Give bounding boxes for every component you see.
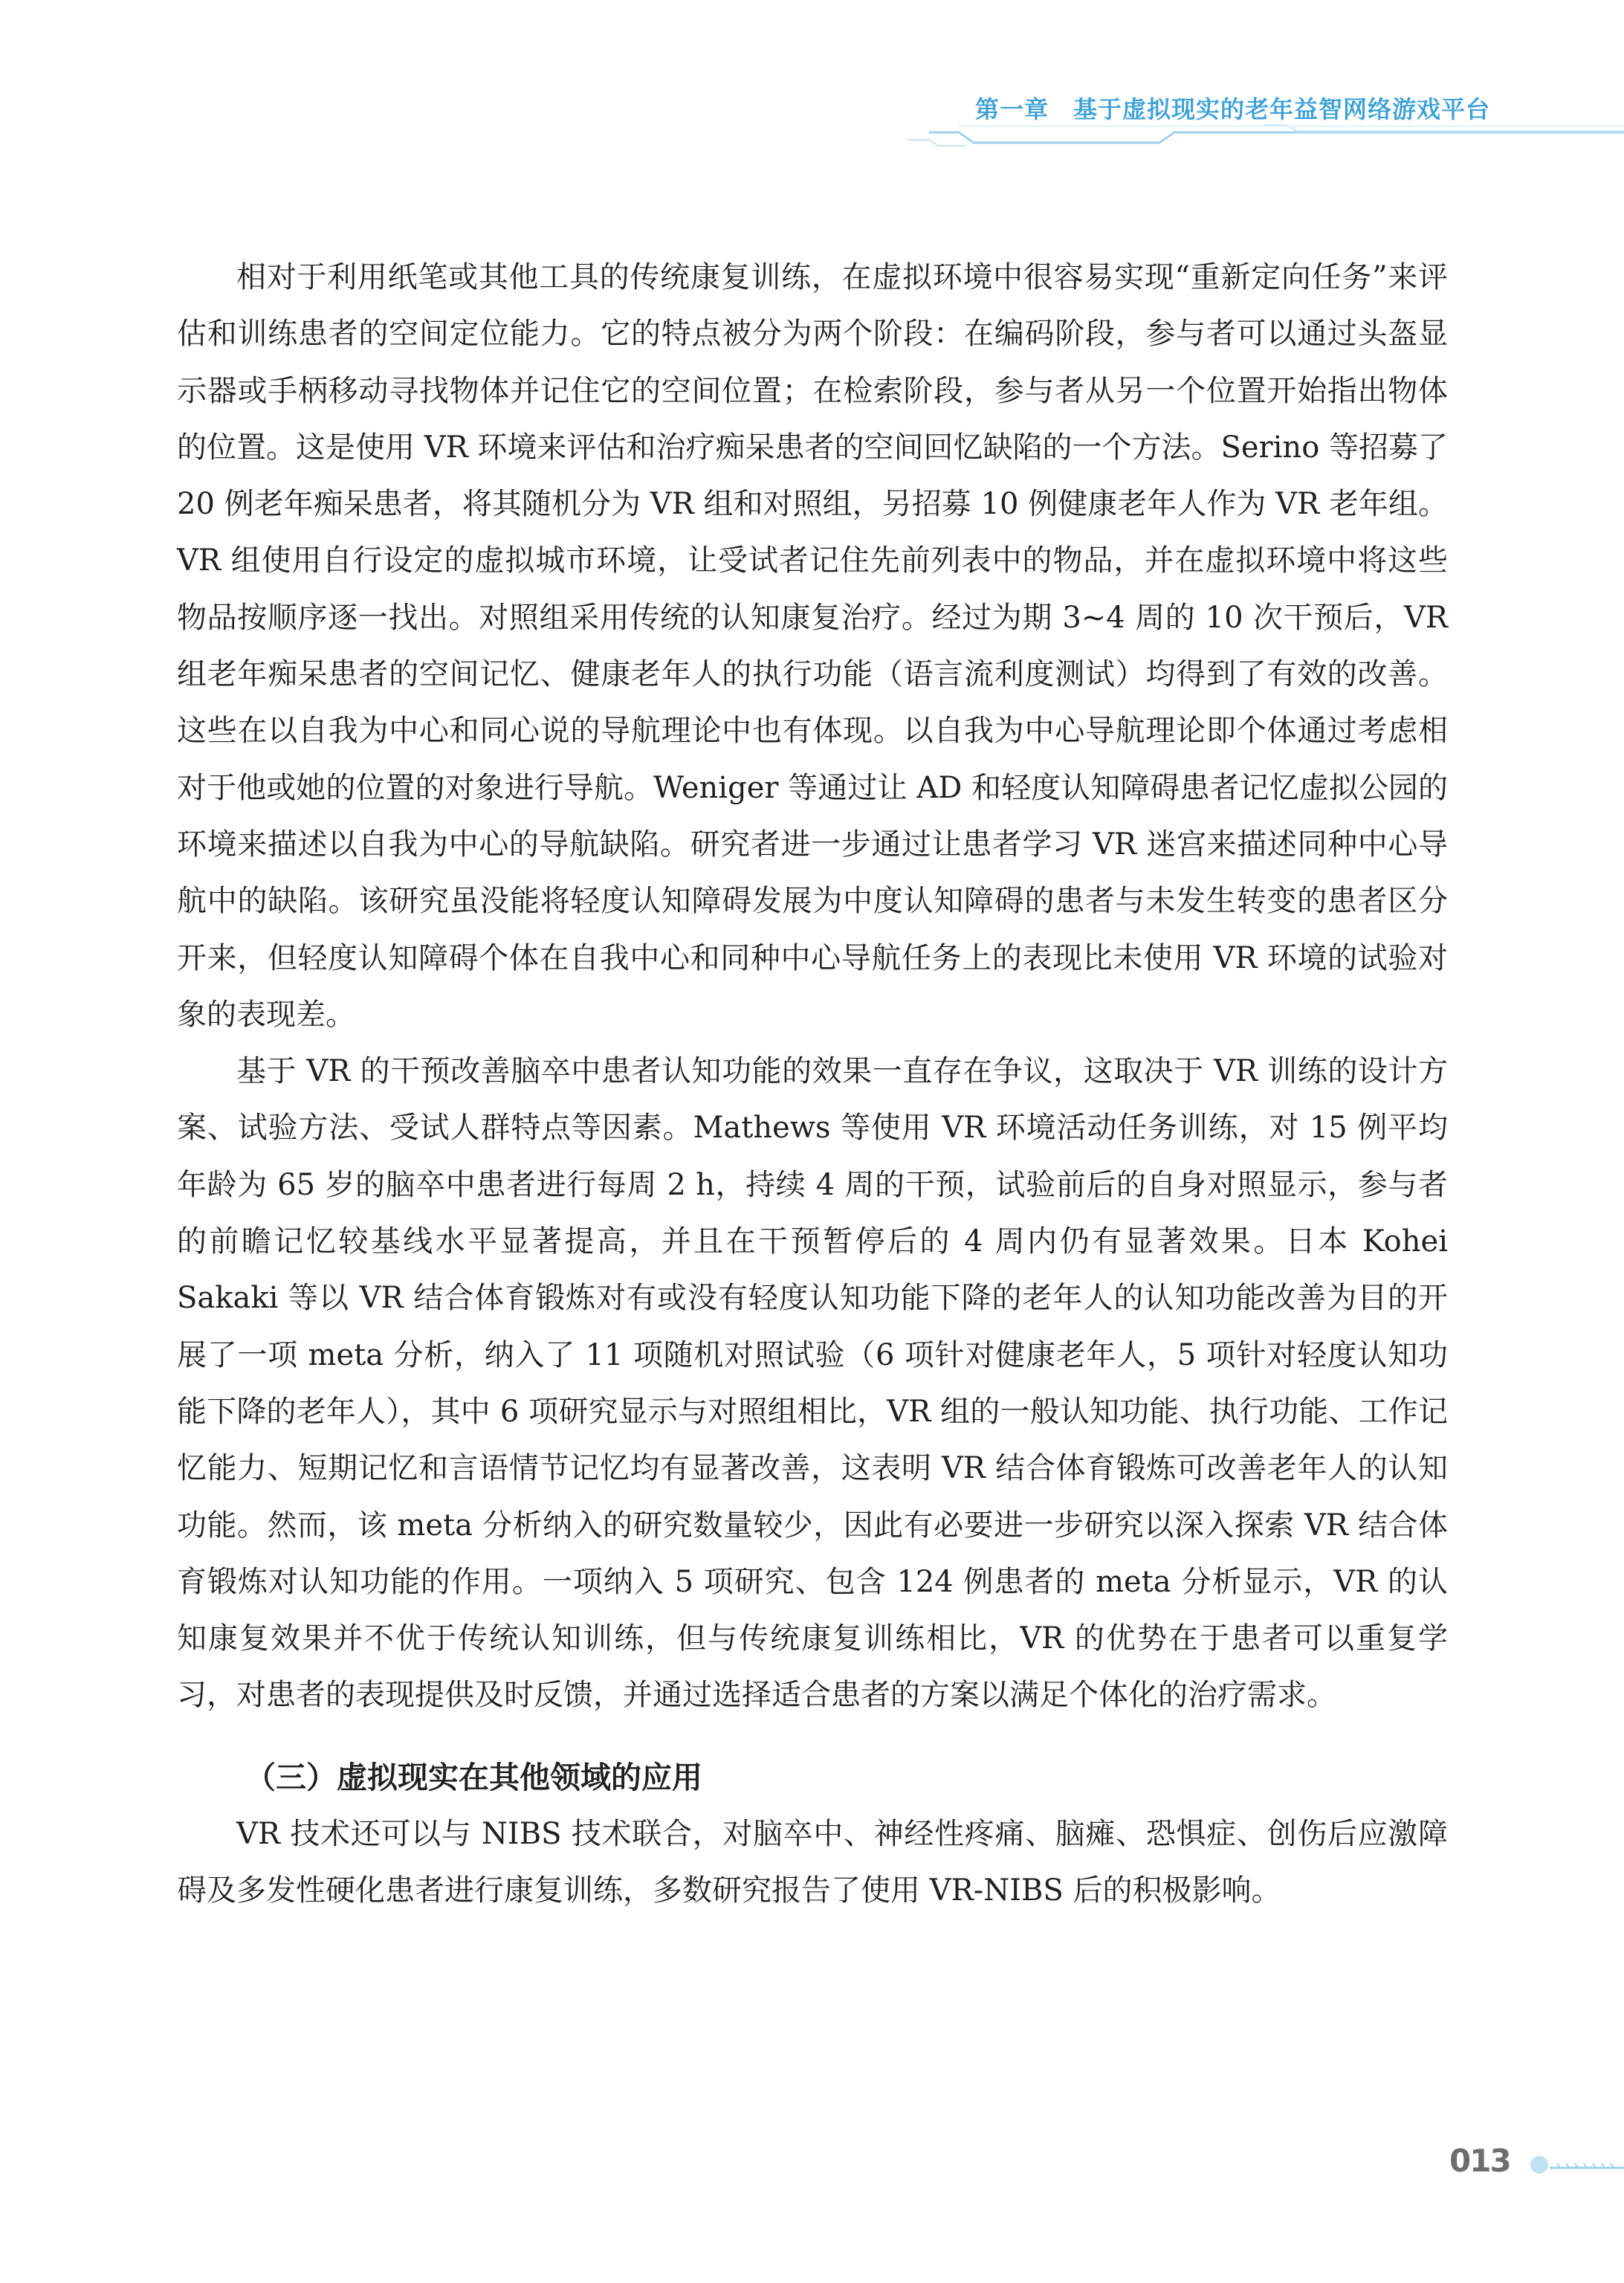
section-heading: （三）虚拟现实在其他领域的应用: [245, 1759, 702, 1795]
page-body: [177, 249, 1448, 1919]
page-number-decoration: [1527, 2150, 1624, 2180]
header-decoration: [0, 0, 1624, 164]
chapter-title: 第一章 基于虚拟现实的老年益智网络游戏平台: [974, 95, 1490, 123]
paragraph-3: VR 技术还可以与 NIBS 技术联合，对脑卒中、神经性疼痛、脑瘫、恐惧症、创伤后应激障碍及多发性硬化患者进行康复训练，多数研究报告了使用 VR-NIBS 后的积极影响。: [177, 1817, 1448, 1908]
page-number: 013: [1449, 2142, 1510, 2179]
paragraph-1: 相对于利用纸笔或其他工具的传统康复训练，在虚拟环境中很容易实现“重新定向任务”来评估和训练患者的空间定位能力。它的特点被分为两个阶段：在编码阶段，参与者可以通过头盔显示器或手柄移动寻找物体并记住它的空间位置；在检索阶段，参与者从另一个位置开始指出物体的位置。这是使用 VR 环境来评估和治疗痴呆患者的空间回忆缺陷的一个方法。Serino 等招募了 20 例老年痴呆患者，将其随机分为 VR 组和对照组，另招募 10 例健康老年人作为 VR 老年组。VR 组使用自行设定的虚拟城市环境，让受试者记住先前列表中的物品，并在虚拟环境中将这些物品按顺序逐一找出。对照组采用传统的认知康复治疗。经过为期 3~4 周的 10 次干预后，VR 组老年痴呆患者的空间记忆、健康老年人的执行功能（语言流利度测试）均得到了有效的改善。这些在以自我为中心和同心说的导航理论中也有体现。以自我为中心导航理论即个体通过考虑相对于他或她的位置的对象进行导航。Weniger 等通过让 AD 和轻度认知障碍患者记忆虚拟公园的环境来描述以自我为中心的导航缺陷。研究者进一步通过让患者学习 VR 迷宫来描述同种中心导航中的缺陷。该研究虽没能将轻度认知障碍发展为中度认知障碍的患者与未发生转变的患者区分开来，但轻度认知障碍个体在自我中心和同种中心导航任务上的表现比未使用 VR 环境的试验对象的表现差。: [177, 260, 1448, 1032]
paragraph-2: 基于 VR 的干预改善脑卒中患者认知功能的效果一直存在争议，这取决于 VR 训练的设计方案、试验方法、受试人群特点等因素。Mathews 等使用 VR 环境活动任务训练，对 15 例平均年龄为 65 岁的脑卒中患者进行每周 2 h，持续 4 周的干预，试验前后的自身对照显示，参与者的前瞻记忆较基线水平显著提高，并且在干预暂停后的 4 周内仍有显著效果。日本 Kohei Sakaki 等以 VR 结合体育锻炼对有或没有轻度认知功能下降的老年人的认知功能改善为目的开展了一项 meta 分析，纳入了 11 项随机对照试验（6 项针对健康老年人，5 项针对轻度认知功能下降的老年人），其中 6 项研究显示与对照组相比，VR 组的一般认知功能、执行功能、工作记忆能力、短期记忆和言语情节记忆均有显著改善，这表明 VR 结合体育锻炼可改善老年人的认知功能。然而，该 meta 分析纳入的研究数量较少，因此有必要进一步研究以深入探索 VR 结合体育锻炼对认知功能的作用。一项纳入 5 项研究、包含 124 例患者的 meta 分析显示，VR 的认知康复效果并不优于传统认知训练，但与传统康复训练相比，VR 的优势在于患者可以重复学习，对患者的表现提供及时反馈，并通过选择适合患者的方案以满足个体化的治疗需求。: [177, 1054, 1448, 1713]
running-header: [0, 0, 1624, 164]
